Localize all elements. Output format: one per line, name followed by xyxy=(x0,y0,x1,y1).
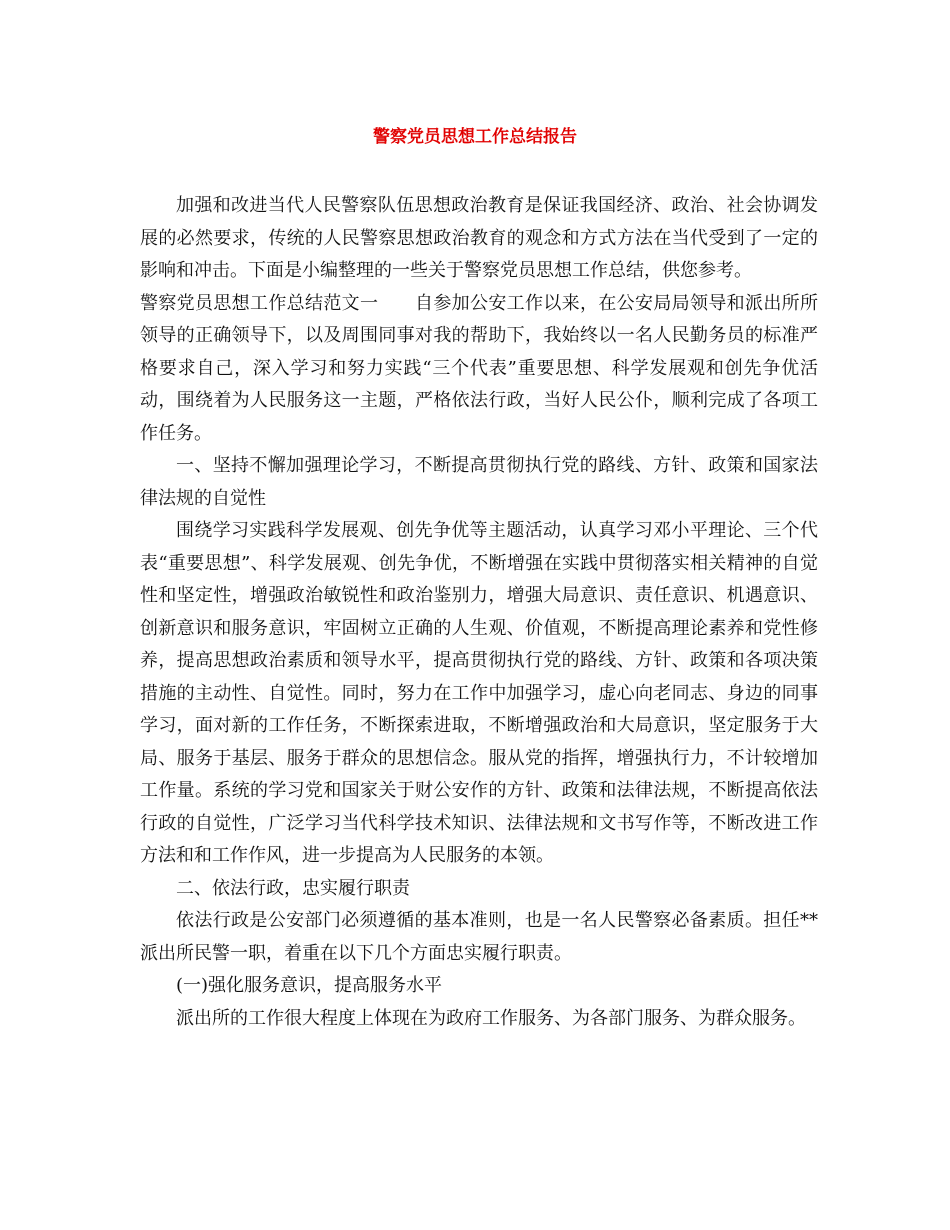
paragraph-theory-study: 围绕学习实践科学发展观、创先争优等主题活动，认真学习邓小平理论、三个代表“重要思想”、科学发展观、创先争优，不断增强在实践中贯彻落实相关精神的自觉性和坚定性，增强政治敏锐性和政治鉴别力，增强大局意识、责任意识、机遇意识、创新意识和服务意识，牢固树立正确的人生观、价值观，不断提高理论素养和党性修养，提高思想政治素质和领导水平，提高贯彻执行党的路线、方针、政策和各项决策措施的主动性、自觉性。同时，努力在工作中加强学习，虚心向老同志、身边的同事学习，面对新的工作任务，不断探索进取，不断增强政治和大局意识，坚定服务于大局、服务于基层、服务于群众的思想信念。服从党的指挥，增强执行力，不计较增加工作量。系统的学习党和国家关于财公安作的方针、政策和法律法规，不断提高依法行政的自觉性，广泛学习当代科学技术知识、法律法规和文书写作等，不断改进工作方法和和工作作风，进一步提高为人民服务的本领。 xyxy=(140,520,818,866)
section-heading-two: 二、依法行政，忠实履行职责 xyxy=(176,877,410,899)
subsection-heading-one: (一)强化服务意识，提高服务水平 xyxy=(176,975,443,996)
paragraph-police-station-service: 派出所的工作很大程度上体现在为政府工作服务、为各部门服务、为群众服务。 xyxy=(176,1007,806,1029)
paragraph-lawful-administration: 依法行政是公安部门必须遵循的基本准则，也是一名人民警察必备素质。担任**派出所民警一职，着重在以下几个方面忠实履行职责。 xyxy=(140,910,818,964)
paragraph-intro: 加强和改进当代人民警察队伍思想政治教育是保证我国经济、政治、社会协调发展的必然要求，传统的人民警察思想政治教育的观念和方式方法在当代受到了一定的影响和冲击。下面是小编整理的一些关于警察党员思想工作总结，供您参考。 xyxy=(140,195,818,281)
paragraph-sample-one: 警察党员思想工作总结范文一 自参加公安工作以来，在公安局局领导和派出所所领导的正确领导下，以及周围同事对我的帮助下，我始终以一名人民勤务员的标准严格要求自己，深入学习和努力实践“三个代表”重要思想、科学发展观和创先争优活动，围绕着为人民服务这一主题，严格依法行政，当好人民公仆，顺利完成了各项工作任务。 xyxy=(140,292,818,444)
section-heading-one: 一、坚持不懈加强理论学习，不断提高贯彻执行党的路线、方针、政策和国家法律法规的自觉性 xyxy=(140,455,818,509)
document-title: 警察党员思想工作总结报告 xyxy=(373,127,577,147)
document-body xyxy=(140,190,818,1035)
